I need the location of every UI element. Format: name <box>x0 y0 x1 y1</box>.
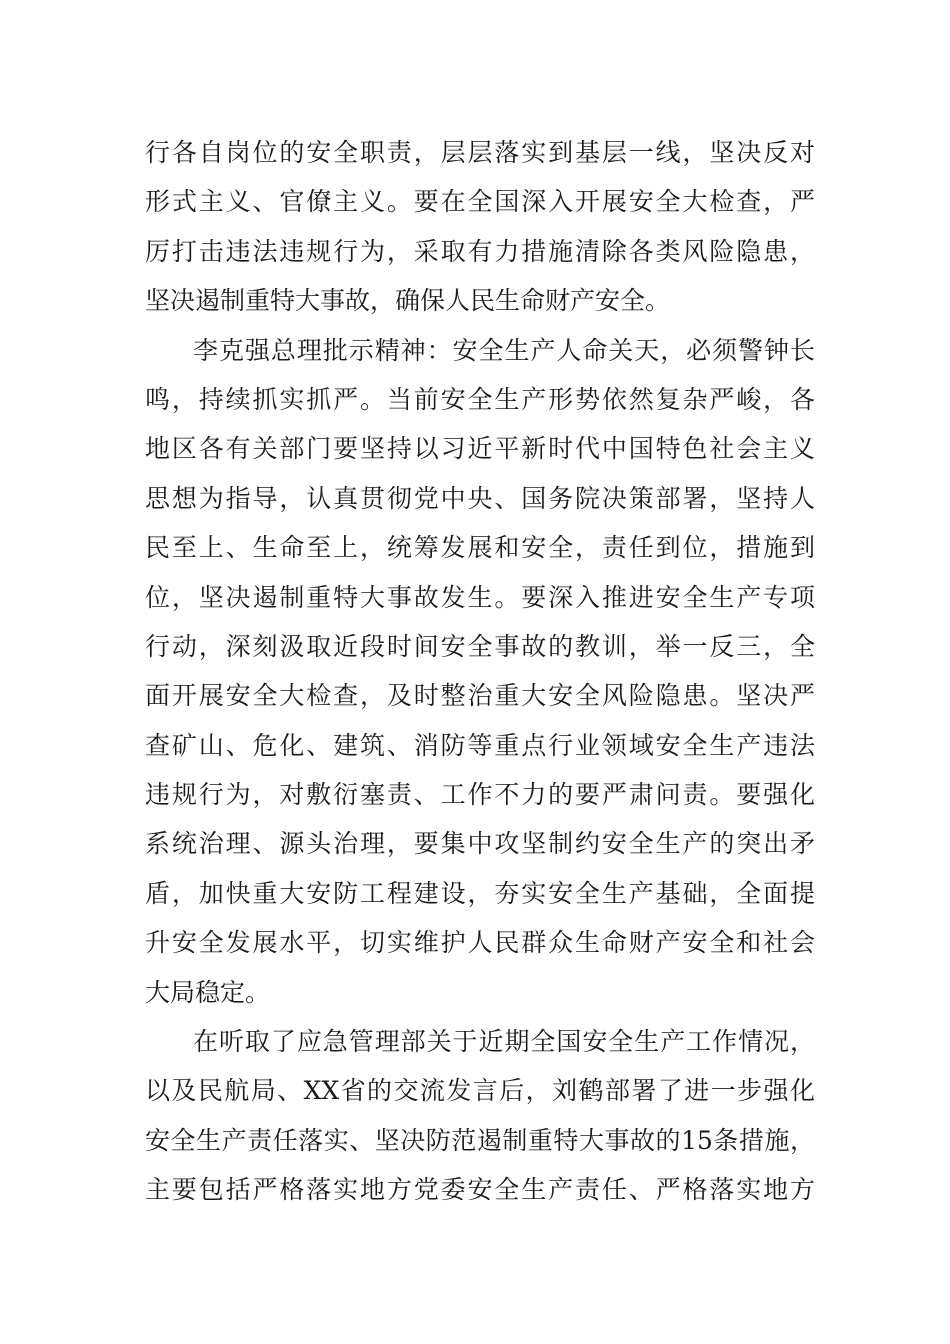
text-line: 思想为指导，认真贯彻党中央、国务院决策部署，坚持人 <box>145 483 815 513</box>
text-line: 面开展安全大检查，及时整治重大安全风险隐患。坚决严 <box>145 681 815 711</box>
text-line: 民至上、生命至上，统筹发展和安全，责任到位，措施到 <box>145 533 815 563</box>
text-line: 系统治理、源头治理，要集中攻坚制约安全生产的突出矛 <box>145 829 815 859</box>
text-line: 鸣，持续抓实抓严。当前安全生产形势依然复杂严峻，各 <box>145 384 815 414</box>
text-line: 主要包括严格落实地方党委安全生产责任、严格落实地方 <box>145 1175 815 1205</box>
paragraph-start-line: 在听取了应急管理部关于近期全国安全生产工作情况， <box>193 1027 815 1057</box>
text-line: 升安全发展水平，切实维护人民群众生命财产安全和社会 <box>145 928 815 958</box>
text-line: 行各自岗位的安全职责，层层落实到基层一线，坚决反对 <box>145 138 815 167</box>
text-line: 大局稳定。 <box>145 977 271 1007</box>
paragraph-start-line: 李克强总理批示精神：安全生产人命关天，必须警钟长 <box>193 335 815 365</box>
text-line: 查矿山、危化、建筑、消防等重点行业领域安全生产违法 <box>145 730 815 760</box>
text-line: 以及民航局、XX省的交流发言后，刘鹤部署了进一步强化 <box>145 1076 815 1106</box>
text-line: 行动，深刻汲取近段时间安全事故的教训，举一反三，全 <box>145 631 815 661</box>
text-line: 形式主义、官僚主义。要在全国深入开展安全大检查，严 <box>145 187 815 217</box>
text-line: 位，坚决遏制重特大事故发生。要深入推进安全生产专项 <box>145 582 815 612</box>
text-line: 坚决遏制重特大事故，确保人民生命财产安全。 <box>145 286 671 316</box>
text-line: 安全生产责任落实、坚决防范遏制重特大事故的15条措施， <box>145 1125 815 1155</box>
text-line: 违规行为，对敷衍塞责、工作不力的要严肃问责。要强化 <box>145 780 815 810</box>
document-body <box>145 128 815 1215</box>
text-line: 厉打击违法违规行为，采取有力措施清除各类风险隐患， <box>145 236 815 266</box>
text-line: 盾，加快重大安防工程建设，夯实安全生产基础，全面提 <box>145 878 815 908</box>
text-line: 地区各有关部门要坚持以习近平新时代中国特色社会主义 <box>145 434 815 464</box>
